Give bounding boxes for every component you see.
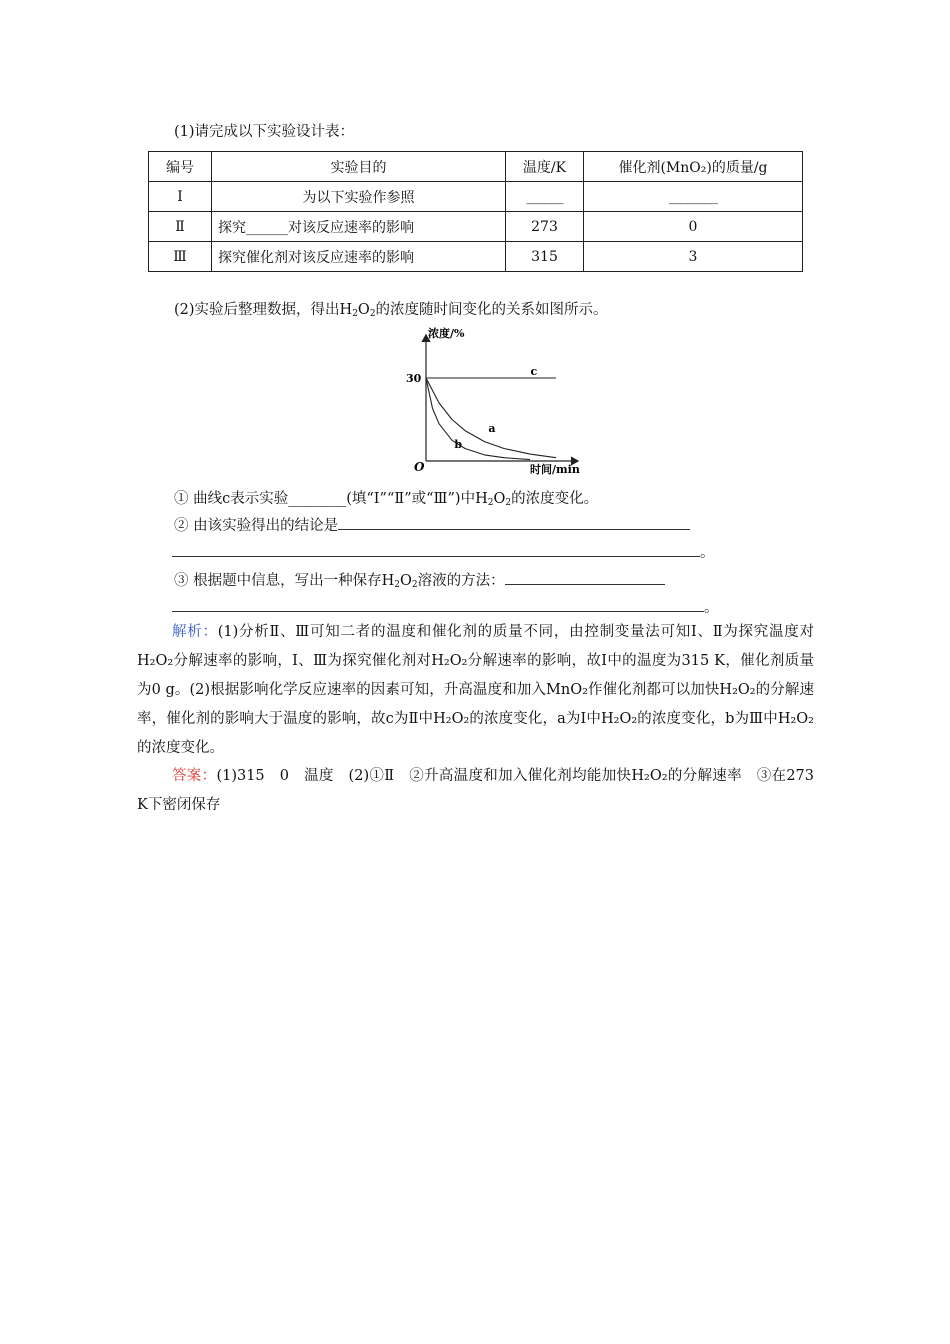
question-2-2 [174,514,690,535]
period: 。 [704,600,719,616]
header-purpose: 实验目的 [212,152,506,182]
answer-blank-line [172,543,700,557]
row-id: Ⅲ [149,242,212,272]
answer-paragraph [137,762,814,820]
answer-blank-line [172,598,704,612]
q2-3-text-a: ③ 根据题中信息，写出一种保存H [174,573,395,589]
q2-intro-text-b: O [357,302,370,318]
answer-blank-line [505,571,665,585]
row-temp-blank: ______ [506,182,584,212]
row-mass: 3 [584,242,803,272]
analysis-label: 解析： [172,624,218,640]
question-2-intro: (2)实验后整理数据，得出$H_2O_2$的浓度随时间变化的关系如图所示。 [174,302,608,319]
series-line-a [426,378,556,458]
question-2-3: ③ 根据题中信息，写出一种保存$H_2O_2$溶液的方法： [174,569,665,590]
q2-2-text: ② 由该实验得出的结论是 [174,518,339,534]
q2-3-text-c: 溶液的方法： [417,573,505,589]
x-axis-label: 时间/min [530,463,580,476]
analysis-paragraph [137,618,814,763]
experiment-design-table [148,151,803,272]
row-mass-blank: ________ [584,182,803,212]
row-temp: 315 [506,242,584,272]
series-label-a: a [488,422,496,436]
header-temperature: 温度/K [506,152,584,182]
series-line-b [426,378,530,460]
origin-label: O [414,460,425,474]
question-2-2-continuation [172,541,715,562]
y-tick-label: 30 [406,372,422,385]
q2-1-text-c: 的浓度变化。 [511,491,599,507]
table-row [149,182,803,212]
question-2-3-continuation [172,596,719,617]
y-axis-label: 浓度/% [428,327,465,340]
question-2-1: ① 曲线c表示实验________(填“Ⅰ”“Ⅱ”或“Ⅲ”)中$H_2O_2$的浓度变化。 [174,491,599,508]
row-id: Ⅱ [149,212,212,242]
table-row [149,242,803,272]
answer-blank-line [338,516,690,530]
q2-intro-text-c: 的浓度随时间变化的关系如图所示。 [375,302,608,318]
q2-intro-text-a: (2)实验后整理数据，得出H [174,302,353,318]
table-row [149,212,803,242]
table-header-row [149,152,803,182]
q2-1-text-a: ① 曲线c表示实验________(填“Ⅰ”“Ⅱ”或“Ⅲ”)中H [174,491,488,507]
period: 。 [700,545,715,561]
row-purpose: 探究______对该反应速率的影响 [212,212,506,242]
row-temp: 273 [506,212,584,242]
row-mass: 0 [584,212,803,242]
answer-label: 答案： [172,768,217,784]
question-1-intro: (1)请完成以下实验设计表： [174,124,355,140]
header-id: 编号 [149,152,212,182]
q2-1-text-b: O [493,491,506,507]
analysis-text: (1)分析Ⅱ、Ⅲ可知二者的温度和催化剂的质量不同，由控制变量法可知Ⅰ、Ⅱ为探究温度对H₂O₂分解速率的影响，Ⅰ、Ⅲ为探究催化剂对H₂O₂分解速率的影响，故Ⅰ中的温度为315 K，催化剂质量为0 g。(2)根据影响化学反应速率的因素可知，升高温度和加入MnO₂作催化剂都可以加快H₂O₂的分解速率，催化剂的影响大于温度的影响，故c为Ⅱ中H₂O₂的浓度变化，a为Ⅰ中H₂O₂的浓度变化，b为Ⅲ中H₂O₂的浓度变化。 [137,624,814,756]
concentration-time-chart [400,325,590,477]
row-id: Ⅰ [149,182,212,212]
row-purpose: 探究催化剂对该反应速率的影响 [212,242,506,272]
header-catalyst-mass: 催化剂(MnO₂)的质量/g [584,152,803,182]
answer-text: (1)315 0 温度 (2)①Ⅱ ②升高温度和加入催化剂均能加快H₂O₂的分解速率 ③在273 K下密闭保存 [137,768,814,813]
row-purpose: 为以下实验作参照 [212,182,506,212]
q2-3-text-b: O [400,573,412,589]
series-label-c: c [530,365,538,378]
series-label-b: b [454,437,463,451]
